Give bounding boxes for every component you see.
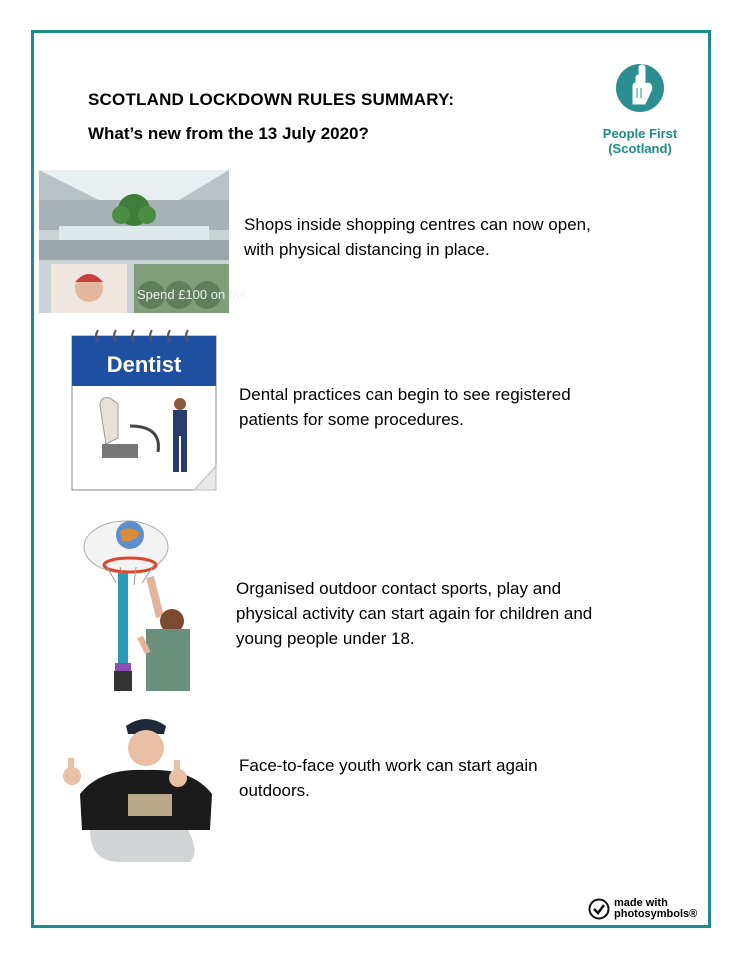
footer-line1: made with bbox=[614, 897, 668, 909]
item-sports-line2: physical activity can start again for children and bbox=[236, 604, 593, 623]
shop-sign-text: Spend £100 on fas bbox=[137, 287, 247, 302]
item-sports-text bbox=[236, 576, 592, 651]
item-dentist-line1: Dental practices can begin to see registered bbox=[239, 385, 571, 404]
page-title: SCOTLAND LOCKDOWN RULES SUMMARY: bbox=[88, 90, 455, 109]
item-dentist-text bbox=[239, 382, 571, 432]
thumbs-up-youth-photo bbox=[60, 712, 230, 862]
item-sports-line3: young people under 18. bbox=[236, 629, 415, 648]
item-sports-line1: Organised outdoor contact sports, play and bbox=[236, 579, 562, 598]
item-shops-text bbox=[244, 212, 591, 262]
footer-line2: photosymbols® bbox=[614, 908, 698, 920]
photosymbols-badge bbox=[588, 898, 697, 920]
checkmark-icon bbox=[588, 898, 610, 920]
people-first-logo bbox=[598, 64, 682, 156]
basketball-child-photo bbox=[80, 517, 198, 691]
item-youth-line1: Face-to-face youth work can start again bbox=[239, 756, 538, 775]
dentist-label: Dentist bbox=[106, 352, 182, 377]
logo-subtitle: (Scotland) bbox=[608, 141, 672, 156]
item-dentist-line2: patients for some procedures. bbox=[239, 410, 464, 429]
shopping-centre-photo bbox=[39, 170, 247, 313]
item-shops-line2: with physical distancing in place. bbox=[244, 240, 490, 259]
raised-hand-icon bbox=[616, 64, 664, 112]
logo-name: People First bbox=[602, 126, 678, 141]
page-subtitle: What’s new from the 13 July 2020? bbox=[88, 124, 369, 143]
item-youth-text bbox=[239, 753, 538, 803]
item-youth-line2: outdoors. bbox=[239, 781, 310, 800]
dentist-calendar-icon bbox=[70, 326, 218, 492]
photosymbols-text bbox=[614, 898, 697, 920]
item-shops-line1: Shops inside shopping centres can now open, bbox=[244, 215, 591, 234]
